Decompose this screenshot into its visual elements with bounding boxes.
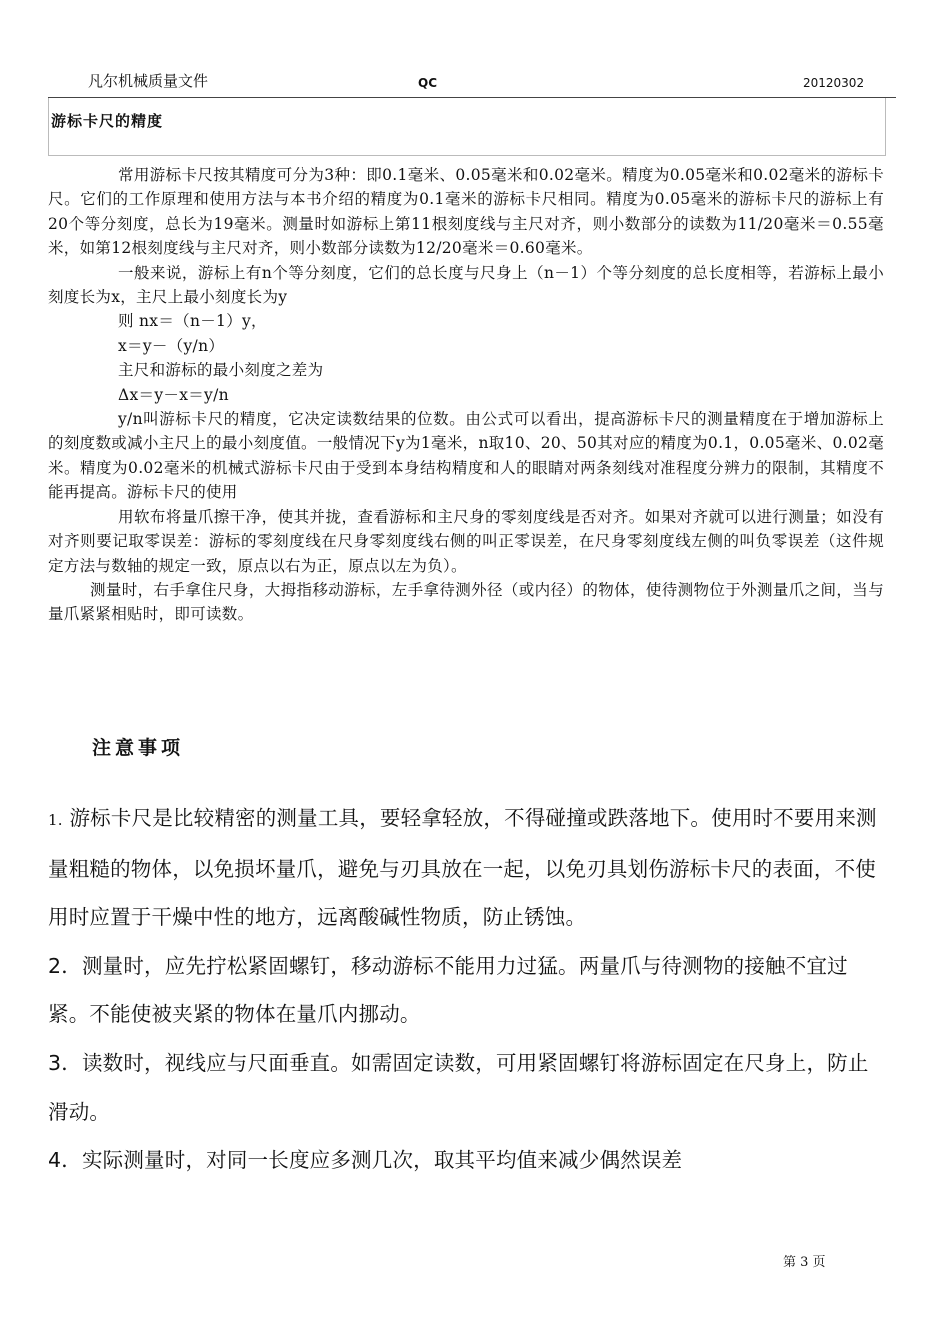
equation-3-label: 主尺和游标的最小刻度之差为 [118,361,324,380]
title-box [48,98,886,156]
equation-2: x＝y－（y/n） [118,336,225,355]
note-item-2: 2．测量时，应先拧松紧固螺钉，移动游标不能用力过猛。两量爪与待测物的接触不宜过紧。不能使被夹紧的物体在量爪内挪动。 [48,953,848,1027]
note-item-4: 4．实际测量时，对同一长度应多测几次，取其平均值来减少偶然误差 [48,1148,683,1173]
paragraph-general-principle: 一般来说，游标上有n个等分刻度，它们的总长度与尺身上（n－1）个等分刻度的总长度相等，若游标上最小刻度长为x，主尺上最小刻度长为y [48,263,884,307]
paragraph-measuring: 测量时，右手拿住尺身，大拇指移动游标，左手拿待测外径（或内径）的物体，使待测物位于外测量爪之间，当与量爪紧紧相贴时，即可读数。 [48,580,884,624]
note-item-3: 3．读数时，视线应与尺面垂直。如需固定读数，可用紧固螺钉将游标固定在尺身上，防止滑动。 [48,1050,869,1124]
equation-4: Δx＝y－x＝y/n [118,385,229,404]
note-item-1-number: 1. [48,811,63,829]
note-item-1 [48,794,884,942]
notes-list [48,794,884,1185]
header-department: QC [418,76,438,90]
document-body [48,163,884,627]
document-title: 游标卡尺的精度 [51,112,164,130]
notes-heading: 注意事项 [92,737,185,759]
header-date: 20120302 [803,76,865,90]
paragraph-zero-error: 用软布将量爪擦干净，使其并拢，查看游标和主尺身的零刻度线是否对齐。如果对齐就可以进行测量；如没有对齐则要记取零误差：游标的零刻度线在尺身零刻度线右侧的叫正零误差，在尺身零刻度线左侧的叫负零误差（这件规定方法与数轴的规定一致，原点以右为正，原点以左为负）。 [48,507,884,575]
paragraph-precision-types: 常用游标卡尺按其精度可分为3种：即0.1毫米、0.05毫米和0.02毫米。精度为0.05毫米和0.02毫米的游标卡尺。它们的工作原理和使用方法与本书介绍的精度为0.1毫米的游标卡尺相同。精度为0.05毫米的游标卡尺的游标上有20个等分刻度，总长为19毫米。测量时如游标上第11根刻度线与主尺对齐，则小数部分的读数为11/20毫米＝0.55毫米，如第12根刻度线与主尺对齐，则小数部分读数为12/20毫米＝0.60毫米。 [48,166,884,258]
note-item-1-text: 游标卡尺是比较精密的测量工具，要轻拿轻放，不得碰撞或跌落地下。使用时不要用来测量粗糙的物体，以免损坏量爪，避免与刃具放在一起，以免刃具划伤游标卡尺的表面，不使用时应置于干燥中性的地方，远离酸碱性物质，防止锈蚀。 [48,806,877,930]
equation-1: 则 nx＝（n－1）y， [118,312,267,331]
page-number: 第 3 页 [783,1255,826,1270]
header-company: 凡尔机械质量文件 [88,72,209,90]
paragraph-precision-definition: y/n叫游标卡尺的精度，它决定读数结果的位数。由公式可以看出，提高游标卡尺的测量精度在于增加游标上的刻度数或减小主尺上的最小刻度值。一般情况下y为1毫米，n取10、20、50其对应的精度为0.1，0.05毫米、0.02毫米。精度为0.02毫米的机械式游标卡尺由于受到本身结构精度和人的眼睛对两条刻线对准程度分辨力的限制，其精度不能再提高。游标卡尺的使用 [48,410,884,502]
